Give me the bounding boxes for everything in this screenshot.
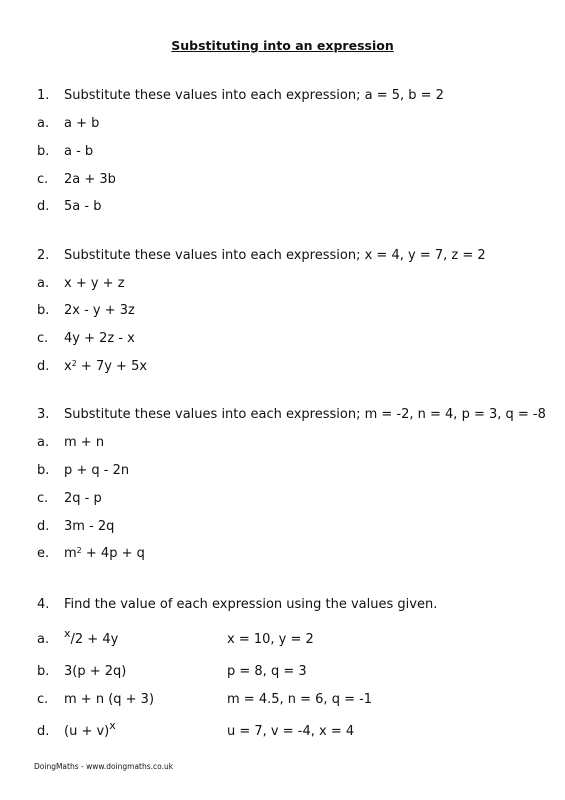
- expr-rest: + 7y + 5x: [76, 359, 148, 374]
- part-expression: 3m - 2q: [64, 519, 115, 534]
- given-values: m = 4.5, n = 6, q = -1: [227, 692, 373, 707]
- given-values: p = 8, q = 3: [227, 664, 307, 679]
- question-number: 1.: [37, 88, 50, 103]
- part-expression: [64, 546, 145, 562]
- part-expression: a + b: [64, 116, 100, 131]
- part-expression: [64, 627, 119, 648]
- part-expression: 4y + 2z - x: [64, 331, 135, 346]
- part-label: a.: [37, 632, 50, 647]
- question-number: 3.: [37, 407, 50, 422]
- part-label: e.: [37, 546, 50, 561]
- part-expression: 3(p + 2q): [64, 664, 127, 679]
- question-prompt: Substitute these values into each expression; a = 5, b = 2: [64, 88, 444, 103]
- given-values: x = 10, y = 2: [227, 632, 314, 647]
- part-expression: 2a + 3b: [64, 172, 116, 187]
- expr-rest: /2 + 4y: [70, 632, 119, 647]
- part-label: d.: [37, 199, 50, 214]
- part-expression: p + q - 2n: [64, 463, 130, 478]
- part-expression: 5a - b: [64, 199, 102, 214]
- part-label: c.: [37, 491, 49, 506]
- expr-base: x: [64, 359, 72, 374]
- part-label: d.: [37, 359, 50, 374]
- expr-rest: + 4p + q: [81, 546, 145, 561]
- part-label: d.: [37, 724, 50, 739]
- part-label: a.: [37, 276, 50, 291]
- part-label: c.: [37, 692, 49, 707]
- part-expression: [64, 359, 147, 375]
- part-label: b.: [37, 144, 50, 159]
- part-expression: [64, 719, 116, 740]
- part-label: b.: [37, 664, 50, 679]
- part-expression: x + y + z: [64, 276, 125, 291]
- footer-credit: DoingMaths - www.doingmaths.co.uk: [34, 762, 174, 771]
- part-label: a.: [37, 116, 50, 131]
- part-expression: a - b: [64, 144, 94, 159]
- expr-exponent: 2: [76, 546, 82, 555]
- part-expression: 2x - y + 3z: [64, 303, 135, 318]
- part-label: b.: [37, 463, 50, 478]
- question-number: 2.: [37, 248, 50, 263]
- part-label: b.: [37, 303, 50, 318]
- question-number: 4.: [37, 597, 50, 612]
- expr-exponent: 2: [71, 359, 77, 368]
- question-prompt: Substitute these values into each expression; m = -2, n = 4, p = 3, q = -8: [64, 407, 546, 422]
- expr-numerator: x: [64, 627, 71, 640]
- part-label: a.: [37, 435, 50, 450]
- expr-base: (u + v): [64, 724, 110, 739]
- part-label: c.: [37, 331, 49, 346]
- question-prompt: Find the value of each expression using the values given.: [64, 597, 438, 612]
- expr-base: m: [64, 546, 77, 561]
- given-values: u = 7, v = -4, x = 4: [227, 724, 355, 739]
- expr-exponent: x: [109, 719, 116, 732]
- part-expression: m + n: [64, 435, 105, 450]
- part-label: c.: [37, 172, 49, 187]
- part-expression: 2q - p: [64, 491, 102, 506]
- worksheet-title: Substituting into an expression: [171, 38, 394, 53]
- part-expression: m + n (q + 3): [64, 692, 155, 707]
- part-label: d.: [37, 519, 50, 534]
- question-prompt: Substitute these values into each expression; x = 4, y = 7, z = 2: [64, 248, 486, 263]
